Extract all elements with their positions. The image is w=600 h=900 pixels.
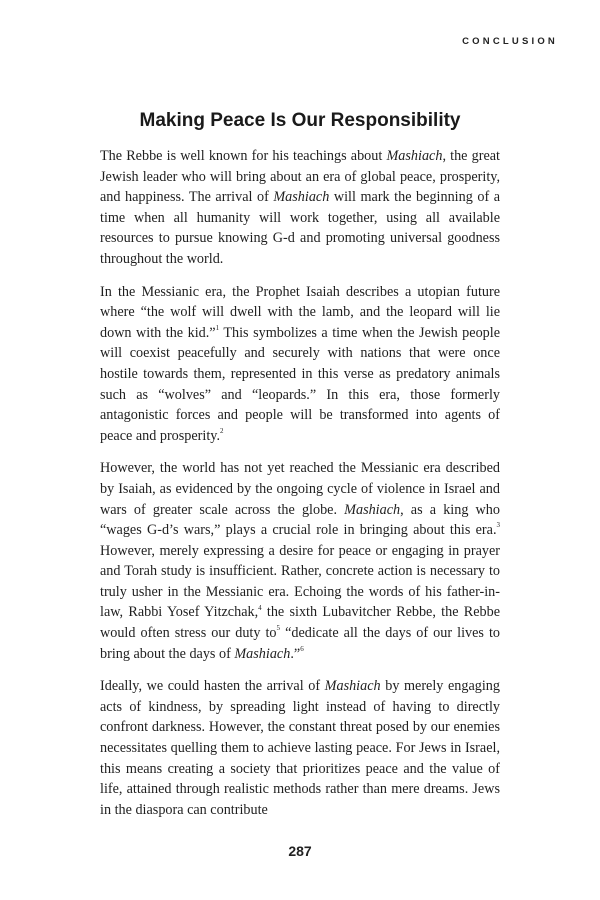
italic-term: Mashiach [344,501,401,518]
italic-term: Mashiach [273,189,330,206]
paragraph [100,146,500,270]
footnote-marker: 3 [496,521,500,530]
text-run: Ideally, we could hasten the arrival of [100,678,325,695]
text-run: , as a king who “wages G-d’s wars,” plays a crucial role in bringing about this era. [100,501,500,539]
footnote-marker: 6 [300,644,304,653]
section-title: Making Peace Is Our Responsibility [139,110,461,131]
page-number: 287 [288,843,312,859]
paragraph [100,282,500,447]
footnote-marker: 4 [258,603,262,612]
text-run: This symbolizes a time when the Jewish people will coexist peacefully and securely with nations that were once hostile towards them, represented in this verse as predatory animals such as “wolves” and “leopards.” In this era, those formerly antagonistic forces and people will be transformed into agents of peace and prosperity. [100,324,500,444]
footnote-marker: 2 [220,426,224,435]
text-run: by merely engaging acts of kindness, by spreading light instead of having to directly confront darkness. However, the constant threat posed by our enemies necessitates quelling them to achieve lasting peace. For Jews in Israel, this means creating a society that prioritizes peace and the value of life, attained through realistic methods rather than mere dreams. Jews in the diaspora can contribute [100,678,500,818]
text-run: the sixth Lubavitcher Rebbe, the Rebbe would often stress our duty to [100,604,500,642]
text-run: However, the world has not yet reached the Messianic era described by Isaiah, as evidenced by the ongoing cycle of violence in Israel and wars of greater scale across the globe. [100,460,500,518]
italic-term: Mashiach [234,645,291,662]
body-text [100,146,500,832]
running-head: CONCLUSION [462,36,558,47]
text-run: The Rebbe is well known for his teachings about [100,148,387,164]
italic-term: Mashiach [324,678,381,695]
paragraph [100,458,500,664]
text-run: In the Messianic era, the Prophet Isaiah describes a utopian future where “the wolf will dwell with the lamb, and the leopard will lie down with the kid.” [100,283,500,341]
italic-term: Mashiach [386,148,443,164]
footnote-marker: 5 [276,624,281,633]
text-run: will mark the beginning of a time when all humanity will work together, using all available resources to pursue knowing G-d and promoting universal goodness throughout the world. [100,189,501,267]
paragraph [100,676,500,820]
text-run: However, merely expressing a desire for peace or engaging in prayer and Torah study is insufficient. Rather, concrete action is necessary to truly usher in the Messianic era. Echoing the words of his father-in-law, Rabbi Yosef Yitzchak, [100,542,500,621]
text-run: .” [290,645,301,662]
text-run: , the great Jewish leader who will bring about an era of global peace, prosperity, and happiness. The arrival of [100,148,500,206]
text-run: “dedicate all the days of our lives to bring about the days of [100,625,500,662]
footnote-marker: 1 [215,324,220,333]
